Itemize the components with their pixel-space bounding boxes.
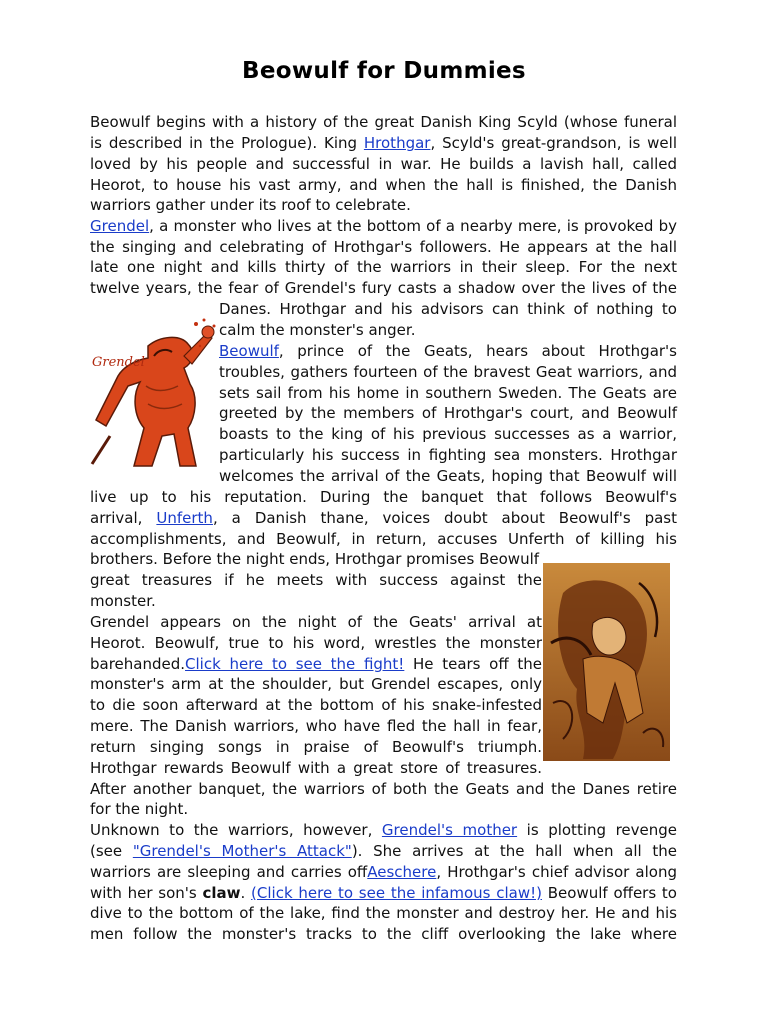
- text-line: [219, 383, 677, 404]
- text-span: late one night and kills thirty of the warriors in their sleep. For the next: [90, 258, 677, 276]
- text-line: [90, 883, 677, 904]
- text-span: He tears off the: [404, 655, 542, 673]
- text-span: mere. The Danish warriors, who have fled the hall in fear,: [90, 717, 542, 735]
- grendel-link[interactable]: Grendel: [90, 217, 150, 235]
- text-span: Grendel appears on the night of the Geats' arrival at: [90, 613, 542, 631]
- text-line: [90, 133, 677, 154]
- text-line: [219, 320, 677, 341]
- text-span: welcomes the arrival of the Geats, hoping that Beowulf will: [219, 467, 677, 485]
- text-line: [219, 362, 677, 383]
- text-span: loved by his people and successful in war. He builds a lavish hall, called: [90, 155, 677, 173]
- text-line: [90, 633, 542, 654]
- text-span: , Scyld's great-grandson, is well: [430, 134, 677, 152]
- text-line: [90, 674, 542, 695]
- text-line: [90, 154, 677, 175]
- text-span: for the night.: [90, 800, 189, 818]
- text-span: monster's arm at the shoulder, but Grendel escapes, only: [90, 675, 542, 693]
- text-line: [219, 341, 677, 362]
- text-span: , a Danish thane, voices doubt about Beowulf's past: [212, 509, 678, 527]
- text-span: dive to the bottom of the lake, find the monster and destroy her. He and his: [90, 904, 677, 922]
- text-line: [90, 591, 542, 612]
- text-span: Unknown to the warriors, however,: [90, 821, 382, 839]
- page-title: Beowulf for Dummies: [242, 58, 526, 84]
- claw-link[interactable]: (Click here to see the infamous claw!): [251, 884, 542, 902]
- text-line: [90, 737, 542, 758]
- text-span: .: [240, 884, 252, 902]
- text-span: is plotting revenge: [517, 821, 677, 839]
- text-line: [90, 654, 542, 675]
- text-span: Heorot. Beowulf, true to his word, wrestles the monster: [90, 634, 542, 652]
- fight-link[interactable]: Click here to see the fight!: [185, 655, 405, 673]
- text-span: the singing and celebrating of Hrothgar's followers. He appears at the hall: [90, 238, 677, 256]
- text-span: (see: [90, 842, 133, 860]
- text-span: return singing songs in praise of Beowulf's triumph.: [90, 738, 542, 756]
- text-line: [219, 424, 677, 445]
- text-span: monster.: [90, 592, 156, 610]
- text-line: [90, 487, 677, 508]
- text-span: After another banquet, the warriors of both the Geats and the Danes retire: [90, 780, 677, 798]
- text-span: calm the monster's anger.: [219, 321, 416, 339]
- text-span: men follow the monster's tracks to the cliff overlooking the lake where: [90, 925, 677, 943]
- text-span: particularly his success in fighting sea monsters. Hrothgar: [219, 446, 677, 464]
- text-line: [90, 529, 677, 550]
- text-line: [90, 695, 542, 716]
- mothers-attack-link[interactable]: "Grendel's Mother's Attack": [132, 842, 352, 860]
- text-line: [90, 820, 677, 841]
- text-line: [219, 445, 677, 466]
- text-line: [90, 779, 677, 800]
- text-span: , prince of the Geats, hears about Hrothgar's: [278, 342, 677, 360]
- text-span: arrival,: [90, 509, 157, 527]
- text-line: [90, 175, 677, 196]
- beowulf-fight-illustration: [543, 563, 670, 761]
- grendel-figure: [92, 319, 216, 467]
- text-line: [90, 216, 677, 237]
- text-line: [90, 612, 542, 633]
- text-line: [90, 903, 677, 924]
- text-span: sets sail from his home in southern Sweden. The Geats are: [219, 384, 677, 402]
- text-span: , Hrothgar's chief advisor along: [436, 863, 677, 881]
- text-line: [90, 257, 677, 278]
- text-line: [90, 112, 677, 133]
- grendel-illustration: [88, 316, 220, 468]
- hrothgar-link[interactable]: Hrothgar: [363, 134, 431, 152]
- text-line: [90, 278, 677, 299]
- text-line: [90, 549, 542, 570]
- text-span: Beowulf begins with a history of the great Danish King Scyld (whose funeral: [90, 113, 677, 131]
- text-span: Beowulf offers to: [541, 884, 677, 902]
- text-line: [90, 237, 677, 258]
- text-line: [219, 299, 677, 320]
- text-span: warriors gather under its roof to celebrate.: [90, 196, 411, 214]
- text-span: , a monster who lives at the bottom of a nearby mere, is provoked by: [149, 217, 677, 235]
- text-span: Heorot, to house his vast army, and when the hall is finished, the Danish: [90, 176, 677, 194]
- text-span: warriors are sleeping and carries off: [90, 863, 368, 881]
- text-span: with her son's: [90, 884, 203, 902]
- text-span: troubles, gathers fourteen of the bravest Geat warriors, and: [219, 363, 677, 381]
- aeschere-link[interactable]: Aeschere: [367, 863, 437, 881]
- text-line: [90, 716, 542, 737]
- beowulf-link[interactable]: Beowulf: [219, 342, 279, 360]
- text-span: ). She arrives at the hall when all the: [351, 842, 677, 860]
- text-line: [219, 466, 677, 487]
- text-line: [90, 195, 677, 216]
- text-span: accomplishments, and Beowulf, in return, accuses Unferth of killing his: [90, 530, 677, 548]
- text-span: Hrothgar rewards Beowulf with a great store of treasures.: [90, 759, 542, 777]
- grendels-mother-link[interactable]: Grendel's mother: [381, 821, 518, 839]
- text-span: brothers. Before the night ends, Hrothgar promises Beowulf: [90, 550, 540, 568]
- text-span: great treasures if he meets with success against the: [90, 571, 542, 589]
- text-line: [90, 924, 677, 945]
- text-line: [90, 799, 677, 820]
- text-line: [219, 403, 677, 424]
- text-span: Danes. Hrothgar and his advisors can think of nothing to: [219, 300, 677, 318]
- grendel-caption: Grendel: [92, 355, 145, 370]
- unferth-link[interactable]: Unferth: [156, 509, 213, 527]
- text-span: greeted by the members of Hrothgar's court, and Beowulf: [219, 404, 677, 422]
- text-line: [90, 570, 542, 591]
- text-span: barehanded.: [90, 655, 186, 673]
- text-span: twelve years, the fear of Grendel's fury casts a shadow over the lives of the: [90, 279, 677, 297]
- text-line: [90, 862, 677, 883]
- text-span: boasts to the king of his previous successes as a warrior,: [219, 425, 677, 443]
- text-span: live up to his reputation. During the banquet that follows Beowulf's: [90, 488, 677, 506]
- text-span: is described in the Prologue). King: [90, 134, 364, 152]
- text-line: [90, 508, 677, 529]
- claw-bold-text: claw: [202, 884, 241, 902]
- text-line: [90, 758, 542, 779]
- text-span: to die soon afterward at the bottom of his snake-infested: [90, 696, 542, 714]
- text-line: [90, 841, 677, 862]
